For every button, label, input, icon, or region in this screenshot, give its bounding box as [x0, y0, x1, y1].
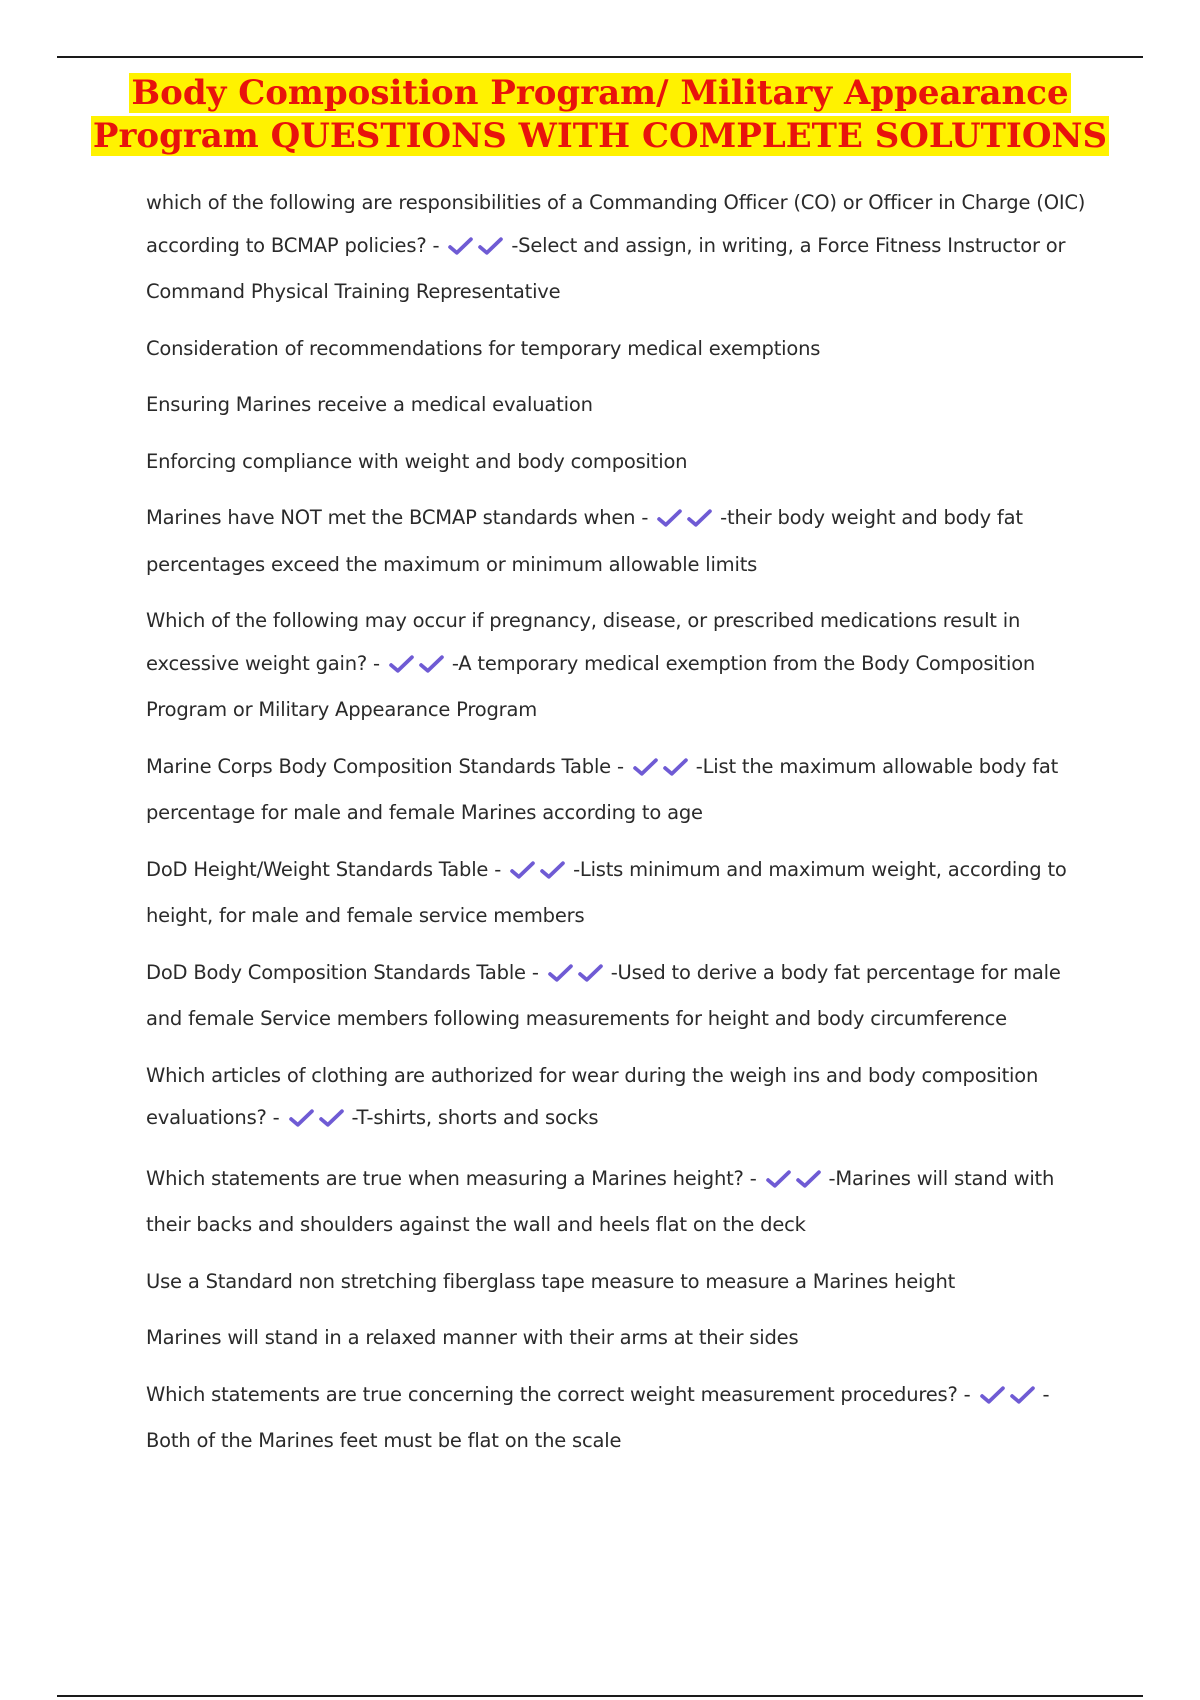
qa-item — [146, 746, 1090, 835]
double-check-icon — [633, 750, 693, 793]
answer-text: -Marines will stand with their backs and shoulders against the wall and heels flat on the deck — [146, 1166, 1055, 1236]
question-text: Marine Corps Body Composition Standards Table - — [146, 754, 624, 778]
bottom-rule — [57, 1695, 1143, 1697]
qa-item — [146, 1317, 1090, 1360]
answer-text: -Used to derive a body fat percentage for male and female Service members following measurements for height and body circumference — [146, 960, 1061, 1030]
answer-text: -Select and assign, in writing, a Force Fitness Instructor or Command Physical Training Representative — [146, 233, 1066, 303]
statement-text: Use a Standard non stretching fiberglass tape measure to measure a Marines height — [146, 1269, 956, 1293]
answer-text: -their body weight and body fat percentages exceed the maximum or minimum allowable limits — [146, 506, 1023, 576]
double-check-icon — [389, 647, 449, 690]
double-check-icon — [289, 1101, 349, 1144]
answer-text: -Both of the Marines feet must be flat on the scale — [146, 1382, 1050, 1452]
answer-text: -List the maximum allowable body fat percentage for male and female Marines according to age — [146, 754, 1059, 824]
qa-item — [146, 1055, 1090, 1144]
double-check-icon — [657, 501, 717, 544]
question-text: which of the following are responsibilities of a Commanding Officer (CO) or Officer in Charge (OIC) according to BCMAP policies? - — [146, 191, 1086, 257]
qa-item — [146, 849, 1090, 938]
answer-text: -A temporary medical exemption from the Body Composition Program or Military Appearance Program — [146, 651, 1036, 721]
qa-list — [146, 182, 1090, 1477]
qa-item — [146, 182, 1090, 314]
double-check-icon — [766, 1162, 826, 1205]
question-text: Which articles of clothing are authorized for wear during the weigh ins and body composition evaluations? - — [146, 1063, 1039, 1129]
double-check-icon — [510, 853, 570, 896]
qa-item — [146, 384, 1090, 427]
double-check-icon — [448, 229, 508, 272]
question-text: Which of the following may occur if pregnancy, disease, or prescribed medications result in excessive weight gain? - — [146, 609, 1021, 675]
answer-text: -Lists minimum and maximum weight, according to height, for male and female service members — [146, 857, 1067, 927]
answer-text: -T-shirts, shorts and socks — [351, 1106, 599, 1129]
qa-item — [146, 497, 1090, 586]
question-text: Which statements are true when measuring a Marines height? - — [146, 1166, 757, 1190]
title-line-2: Program QUESTIONS WITH COMPLETE SOLUTIONS — [92, 116, 1108, 156]
qa-item — [146, 1374, 1090, 1463]
question-text: DoD Body Composition Standards Table - — [146, 960, 539, 984]
document-title — [0, 72, 1200, 158]
qa-item — [146, 952, 1090, 1041]
statement-text: Ensuring Marines receive a medical evaluation — [146, 393, 593, 416]
question-text: Marines have NOT met the BCMAP standards when - — [146, 506, 649, 529]
qa-item — [146, 328, 1090, 371]
statement-text: Marines will stand in a relaxed manner with their arms at their sides — [146, 1326, 799, 1349]
question-text: DoD Height/Weight Standards Table - — [146, 857, 502, 881]
double-check-icon — [548, 956, 608, 999]
question-text: Which statements are true concerning the correct weight measurement procedures? - — [146, 1382, 971, 1406]
top-rule — [57, 56, 1143, 58]
qa-item — [146, 1158, 1090, 1247]
qa-item — [146, 1261, 1090, 1304]
title-line-1: Body Composition Program/ Military Appearance — [131, 73, 1069, 113]
qa-item — [146, 600, 1090, 732]
qa-item — [146, 441, 1090, 484]
statement-text: Consideration of recommendations for temporary medical exemptions — [146, 336, 821, 360]
statement-text: Enforcing compliance with weight and body composition — [146, 449, 688, 473]
double-check-icon — [980, 1378, 1040, 1421]
